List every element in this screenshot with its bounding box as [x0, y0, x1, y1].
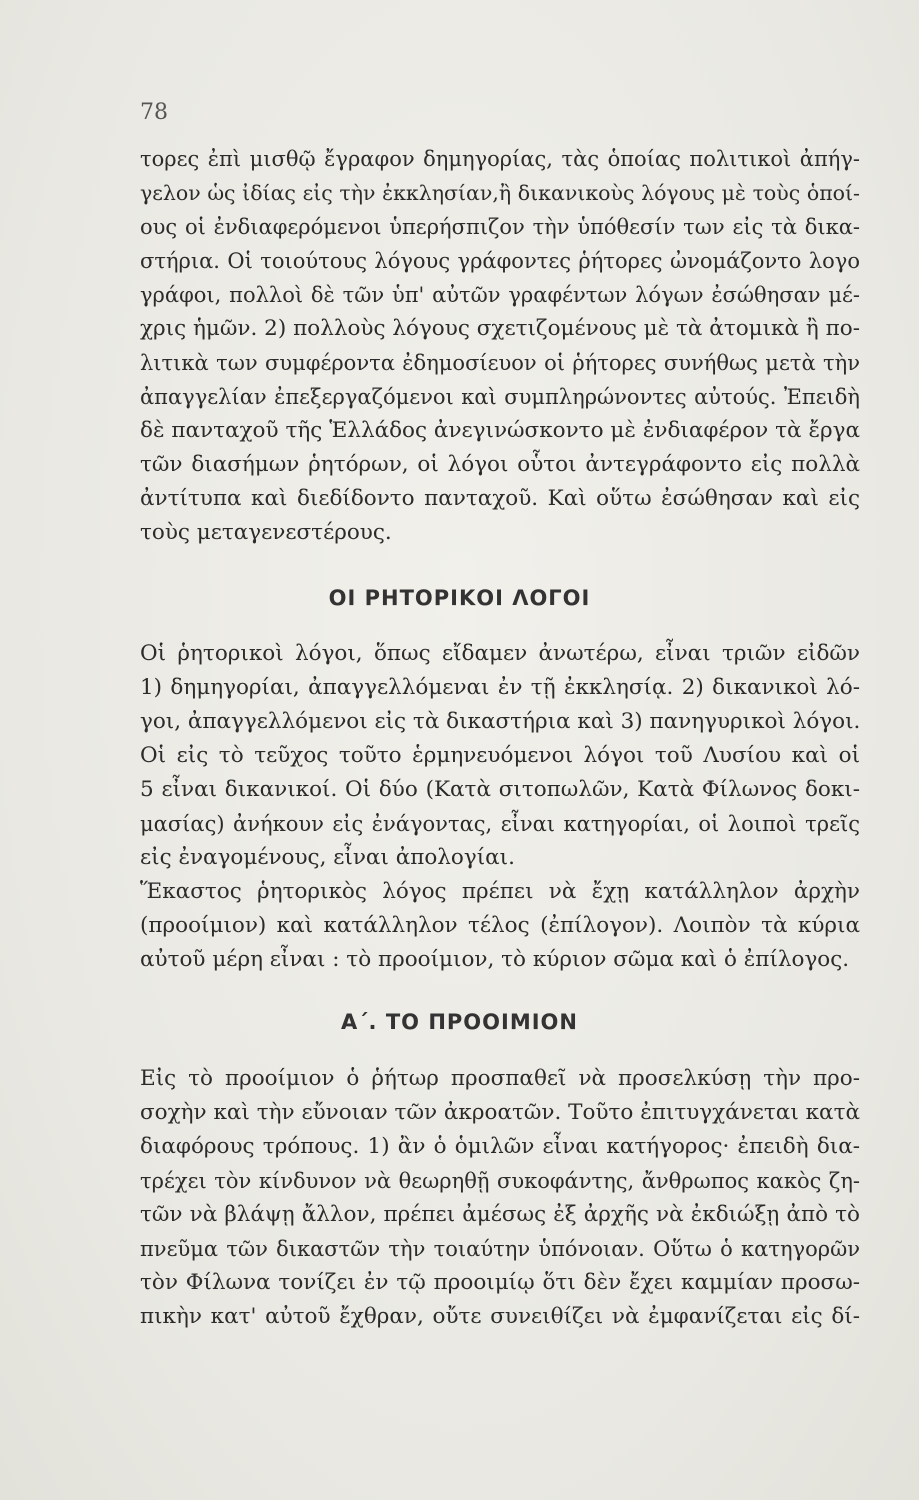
paragraph-speech-types	[140, 637, 860, 977]
text-line: μασίας) ἀνήκουν εἰς ἐνάγοντας, εἶναι κατηγορίαι, οἱ λοιποὶ τρεῖς	[140, 812, 860, 836]
text-line: τοὺς μεταγενεστέρους.	[140, 520, 392, 545]
paragraph-logographers	[140, 142, 860, 550]
text-line: γελον ὡς ἰδίας εἰς τὴν ἐκκλησίαν,ἢ δικανικοὺς λόγους μὲ τοὺς ὁποί-	[140, 181, 860, 205]
text-line: σοχὴν καὶ τὴν εὔνοιαν τῶν ἀκροατῶν. Τοῦτο ἐπιτυγχάνεται κατὰ	[140, 1100, 860, 1125]
text-line: (προοίμιον) καὶ κατάλληλον τέλος (ἐπίλογον). Λοιπὸν τὰ κύρια	[140, 913, 860, 938]
text-line: Οἱ εἰς τὸ τεῦχος τοῦτο ἑρμηνευόμενοι λόγοι τοῦ Λυσίου καὶ οἱ	[140, 743, 860, 768]
text-line: τορες ἐπὶ μισθῷ ἔγραφον δημηγορίας, τὰς ὁποίας πολιτικοὶ ἀπήγ-	[140, 147, 860, 171]
text-line: λιτικὰ των συμφέροντα ἐδημοσίευον οἱ ῥήτορες συνήθως μετὰ τὴν	[140, 351, 860, 375]
text-line: γράφοι, πολλοὶ δὲ τῶν ὑπ' αὐτῶν γραφέντων λόγων ἐσώθησαν μέ-	[140, 283, 860, 307]
paragraph-prooemium	[140, 1062, 860, 1334]
text-line: πικὴν κατ' αὐτοῦ ἔχθραν, οὔτε συνειθίζει νὰ ἐμφανίζεται εἰς δί-	[140, 1304, 860, 1329]
text-line: διαφόρους τρόπους. 1) ἂν ὁ ὁμιλῶν εἶναι κατήγορος· ἐπειδὴ δια-	[140, 1134, 860, 1159]
text-line: χρις ἡμῶν. 2) πολλοὺς λόγους σχετιζομένους μὲ τὰ ἀτομικὰ ἢ πο-	[140, 316, 860, 341]
text-line: Οἱ ῥητορικοὶ λόγοι, ὅπως εἴδαμεν ἀνωτέρω, εἶναι τριῶν εἰδῶν	[140, 641, 860, 666]
text-line: πνεῦμα τῶν δικαστῶν τὴν τοιαύτην ὑπόνοιαν. Οὕτω ὁ κατηγορῶν	[140, 1237, 860, 1261]
text-line: στήρια. Οἱ τοιούτους λόγους γράφοντες ῥήτορες ὠνομάζοντο λογο	[140, 249, 860, 273]
text-line: αὐτοῦ μέρη εἶναι : τὸ προοίμιον, τὸ κύριον σῶμα καὶ ὁ ἐπίλογος.	[140, 947, 850, 972]
text-line: τὸν Φίλωνα τονίζει ἐν τῷ προοιμίῳ ὅτι δὲν ἔχει καμμίαν προσω-	[140, 1270, 860, 1295]
text-line: ἀπαγγελίαν ἐπεξεργαζόμενοι καὶ συμπληρώνοντες αὐτούς. Ἐπειδὴ	[140, 385, 860, 409]
text-line: 5 εἶναι δικανικοί. Οἱ δύο (Κατὰ σιτοπωλῶν, Κατὰ Φίλωνος δοκι-	[140, 777, 860, 802]
page-number: 78	[140, 100, 168, 125]
text-line: τῶν διασήμων ῥητόρων, οἱ λόγοι οὗτοι ἀντεγράφοντο εἰς πολλὰ	[140, 452, 860, 477]
text-line: 1) δημηγορίαι, ἀπαγγελλόμεναι ἐν τῇ ἐκκλησίᾳ. 2) δικανικοὶ λό-	[140, 675, 860, 700]
text-line: τῶν νὰ βλάψῃ ἄλλον, πρέπει ἀμέσως ἐξ ἀρχῆς νὰ ἐκδιώξῃ ἀπὸ τὸ	[140, 1202, 860, 1227]
text-line: γοι, ἀπαγγελλόμενοι εἰς τὰ δικαστήρια καὶ 3) πανηγυρικοὶ λόγοι.	[140, 709, 861, 734]
text-line: ἀντίτυπα καὶ διεδίδοντο πανταχοῦ. Καὶ οὕτω ἐσώθησαν καὶ εἰς	[140, 486, 860, 511]
text-line: ους οἱ ἐνδιαφερόμενοι ὑπερήσπιζον τὴν ὑπόθεσίν των εἰς τὰ δικα-	[140, 215, 860, 239]
text-line: Ἕκαστος ῥητορικὸς λόγος πρέπει νὰ ἔχῃ κατάλληλον ἀρχὴν	[140, 879, 860, 904]
section-heading-prooemium: Α΄. ΤΟ ΠΡΟΟΙΜΙΟΝ	[341, 1010, 578, 1034]
text-line: τρέχει τὸν κίνδυνον νὰ θεωρηθῇ συκοφάντης, ἄνθρωπος κακὸς ζη-	[140, 1169, 860, 1193]
section-heading-rhetorical-speeches: ΟΙ ΡΗΤΟΡΙΚΟΙ ΛΟΓΟΙ	[328, 586, 591, 610]
text-line: εἰς ἐναγομένους, εἶναι ἀπολογίαι.	[140, 845, 515, 870]
text-line: Εἰς τὸ προοίμιον ὁ ῥήτωρ προσπαθεῖ νὰ προσελκύσῃ τὴν προ-	[140, 1066, 860, 1091]
text-line: δὲ πανταχοῦ τῆς Ἑλλάδος ἀνεγινώσκοντο μὲ ἐνδιαφέρον τὰ ἔργα	[140, 418, 860, 443]
